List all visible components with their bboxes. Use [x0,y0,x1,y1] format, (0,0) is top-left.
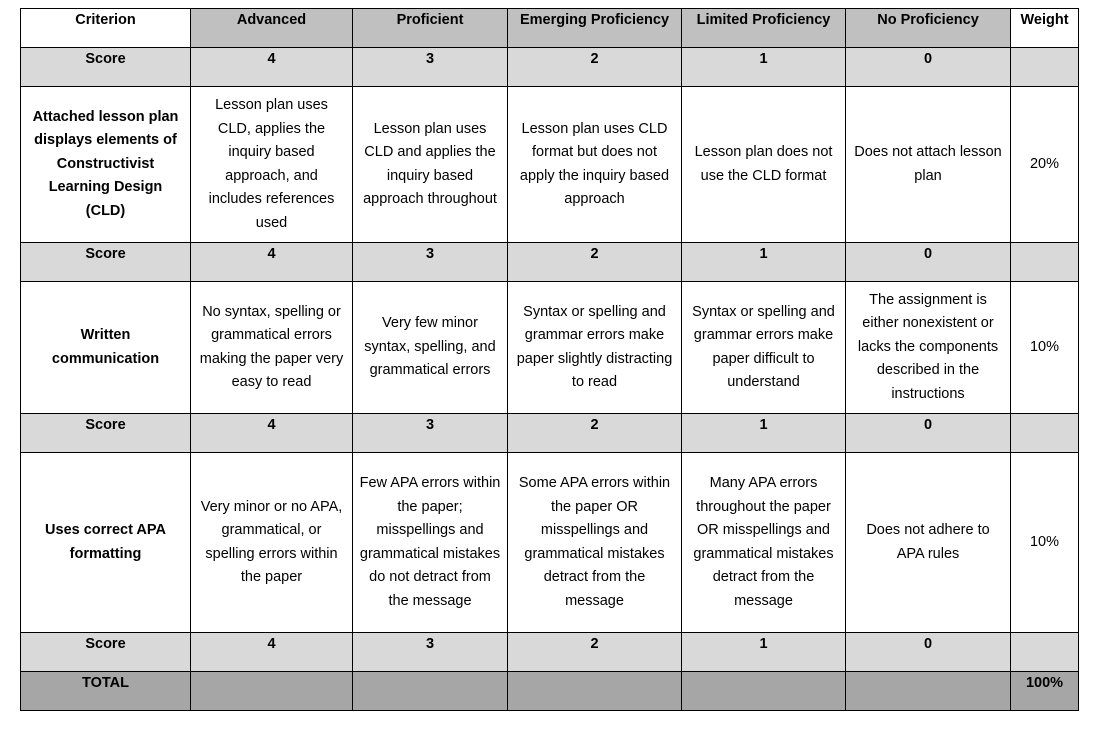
descriptor-limited: Many APA errors throughout the paper OR misspellings and grammatical mistakes detract from the message [682,453,846,633]
score-value: 4 [191,48,353,87]
descriptor-none: Does not attach lesson plan [846,87,1011,243]
criterion-name: Attached lesson plan displays elements of Constructivist Learning Design (CLD) [21,87,191,243]
score-row [21,414,1079,453]
score-value: 3 [353,414,508,453]
descriptor-limited: Syntax or spelling and grammar errors make paper difficult to understand [682,282,846,414]
criterion-header: Criterion [21,9,191,48]
descriptor-emerging: Lesson plan uses CLD format but does not apply the inquiry based approach [508,87,682,243]
weight-header: Weight [1011,9,1079,48]
descriptor-advanced: Lesson plan uses CLD, applies the inquiry based approach, and includes references used [191,87,353,243]
criterion-weight: 10% [1011,453,1079,633]
total-empty-cell [191,672,353,711]
criterion-row-apa [21,453,1079,633]
descriptor-proficient: Few APA errors within the paper; misspellings and grammatical mistakes do not detract from the message [353,453,508,633]
score-value: 2 [508,243,682,282]
score-label: Score [21,633,191,672]
total-empty-cell [846,672,1011,711]
score-row [21,633,1079,672]
level-header-none: No Proficiency [846,9,1011,48]
descriptor-emerging: Some APA errors within the paper OR misspellings and grammatical mistakes detract from the message [508,453,682,633]
level-header-limited: Limited Proficiency [682,9,846,48]
level-header-proficient: Proficient [353,9,508,48]
criterion-row-written [21,282,1079,414]
total-weight: 100% [1011,672,1079,711]
score-value: 4 [191,633,353,672]
score-value: 0 [846,243,1011,282]
score-label: Score [21,48,191,87]
score-value: 2 [508,48,682,87]
total-empty-cell [682,672,846,711]
descriptor-proficient: Very few minor syntax, spelling, and grammatical errors [353,282,508,414]
rubric-table [20,8,1079,711]
level-header-advanced: Advanced [191,9,353,48]
descriptor-proficient: Lesson plan uses CLD and applies the inquiry based approach throughout [353,87,508,243]
score-value: 4 [191,243,353,282]
score-row [21,48,1079,87]
descriptor-limited: Lesson plan does not use the CLD format [682,87,846,243]
score-label: Score [21,414,191,453]
score-value: 3 [353,633,508,672]
descriptor-advanced: No syntax, spelling or grammatical errors making the paper very easy to read [191,282,353,414]
score-value: 1 [682,243,846,282]
criterion-name: Written communication [21,282,191,414]
score-value: 1 [682,633,846,672]
total-empty-cell [353,672,508,711]
score-value: 2 [508,414,682,453]
score-value: 0 [846,414,1011,453]
header-row [21,9,1079,48]
score-value: 3 [353,243,508,282]
score-weight-empty [1011,414,1079,453]
criterion-row-cld [21,87,1079,243]
score-value: 4 [191,414,353,453]
score-value: 3 [353,48,508,87]
score-value: 1 [682,414,846,453]
score-weight-empty [1011,633,1079,672]
criterion-name: Uses correct APA formatting [21,453,191,633]
level-header-emerging: Emerging Proficiency [508,9,682,48]
total-empty-cell [508,672,682,711]
descriptor-none: Does not adhere to APA rules [846,453,1011,633]
descriptor-none: The assignment is either nonexistent or lacks the components described in the instructions [846,282,1011,414]
score-weight-empty [1011,243,1079,282]
score-value: 1 [682,48,846,87]
criterion-weight: 20% [1011,87,1079,243]
descriptor-emerging: Syntax or spelling and grammar errors make paper slightly distracting to read [508,282,682,414]
score-weight-empty [1011,48,1079,87]
score-row [21,243,1079,282]
criterion-weight: 10% [1011,282,1079,414]
score-value: 0 [846,48,1011,87]
total-label: TOTAL [21,672,191,711]
score-value: 0 [846,633,1011,672]
score-value: 2 [508,633,682,672]
score-label: Score [21,243,191,282]
total-row [21,672,1079,711]
descriptor-advanced: Very minor or no APA, grammatical, or spelling errors within the paper [191,453,353,633]
